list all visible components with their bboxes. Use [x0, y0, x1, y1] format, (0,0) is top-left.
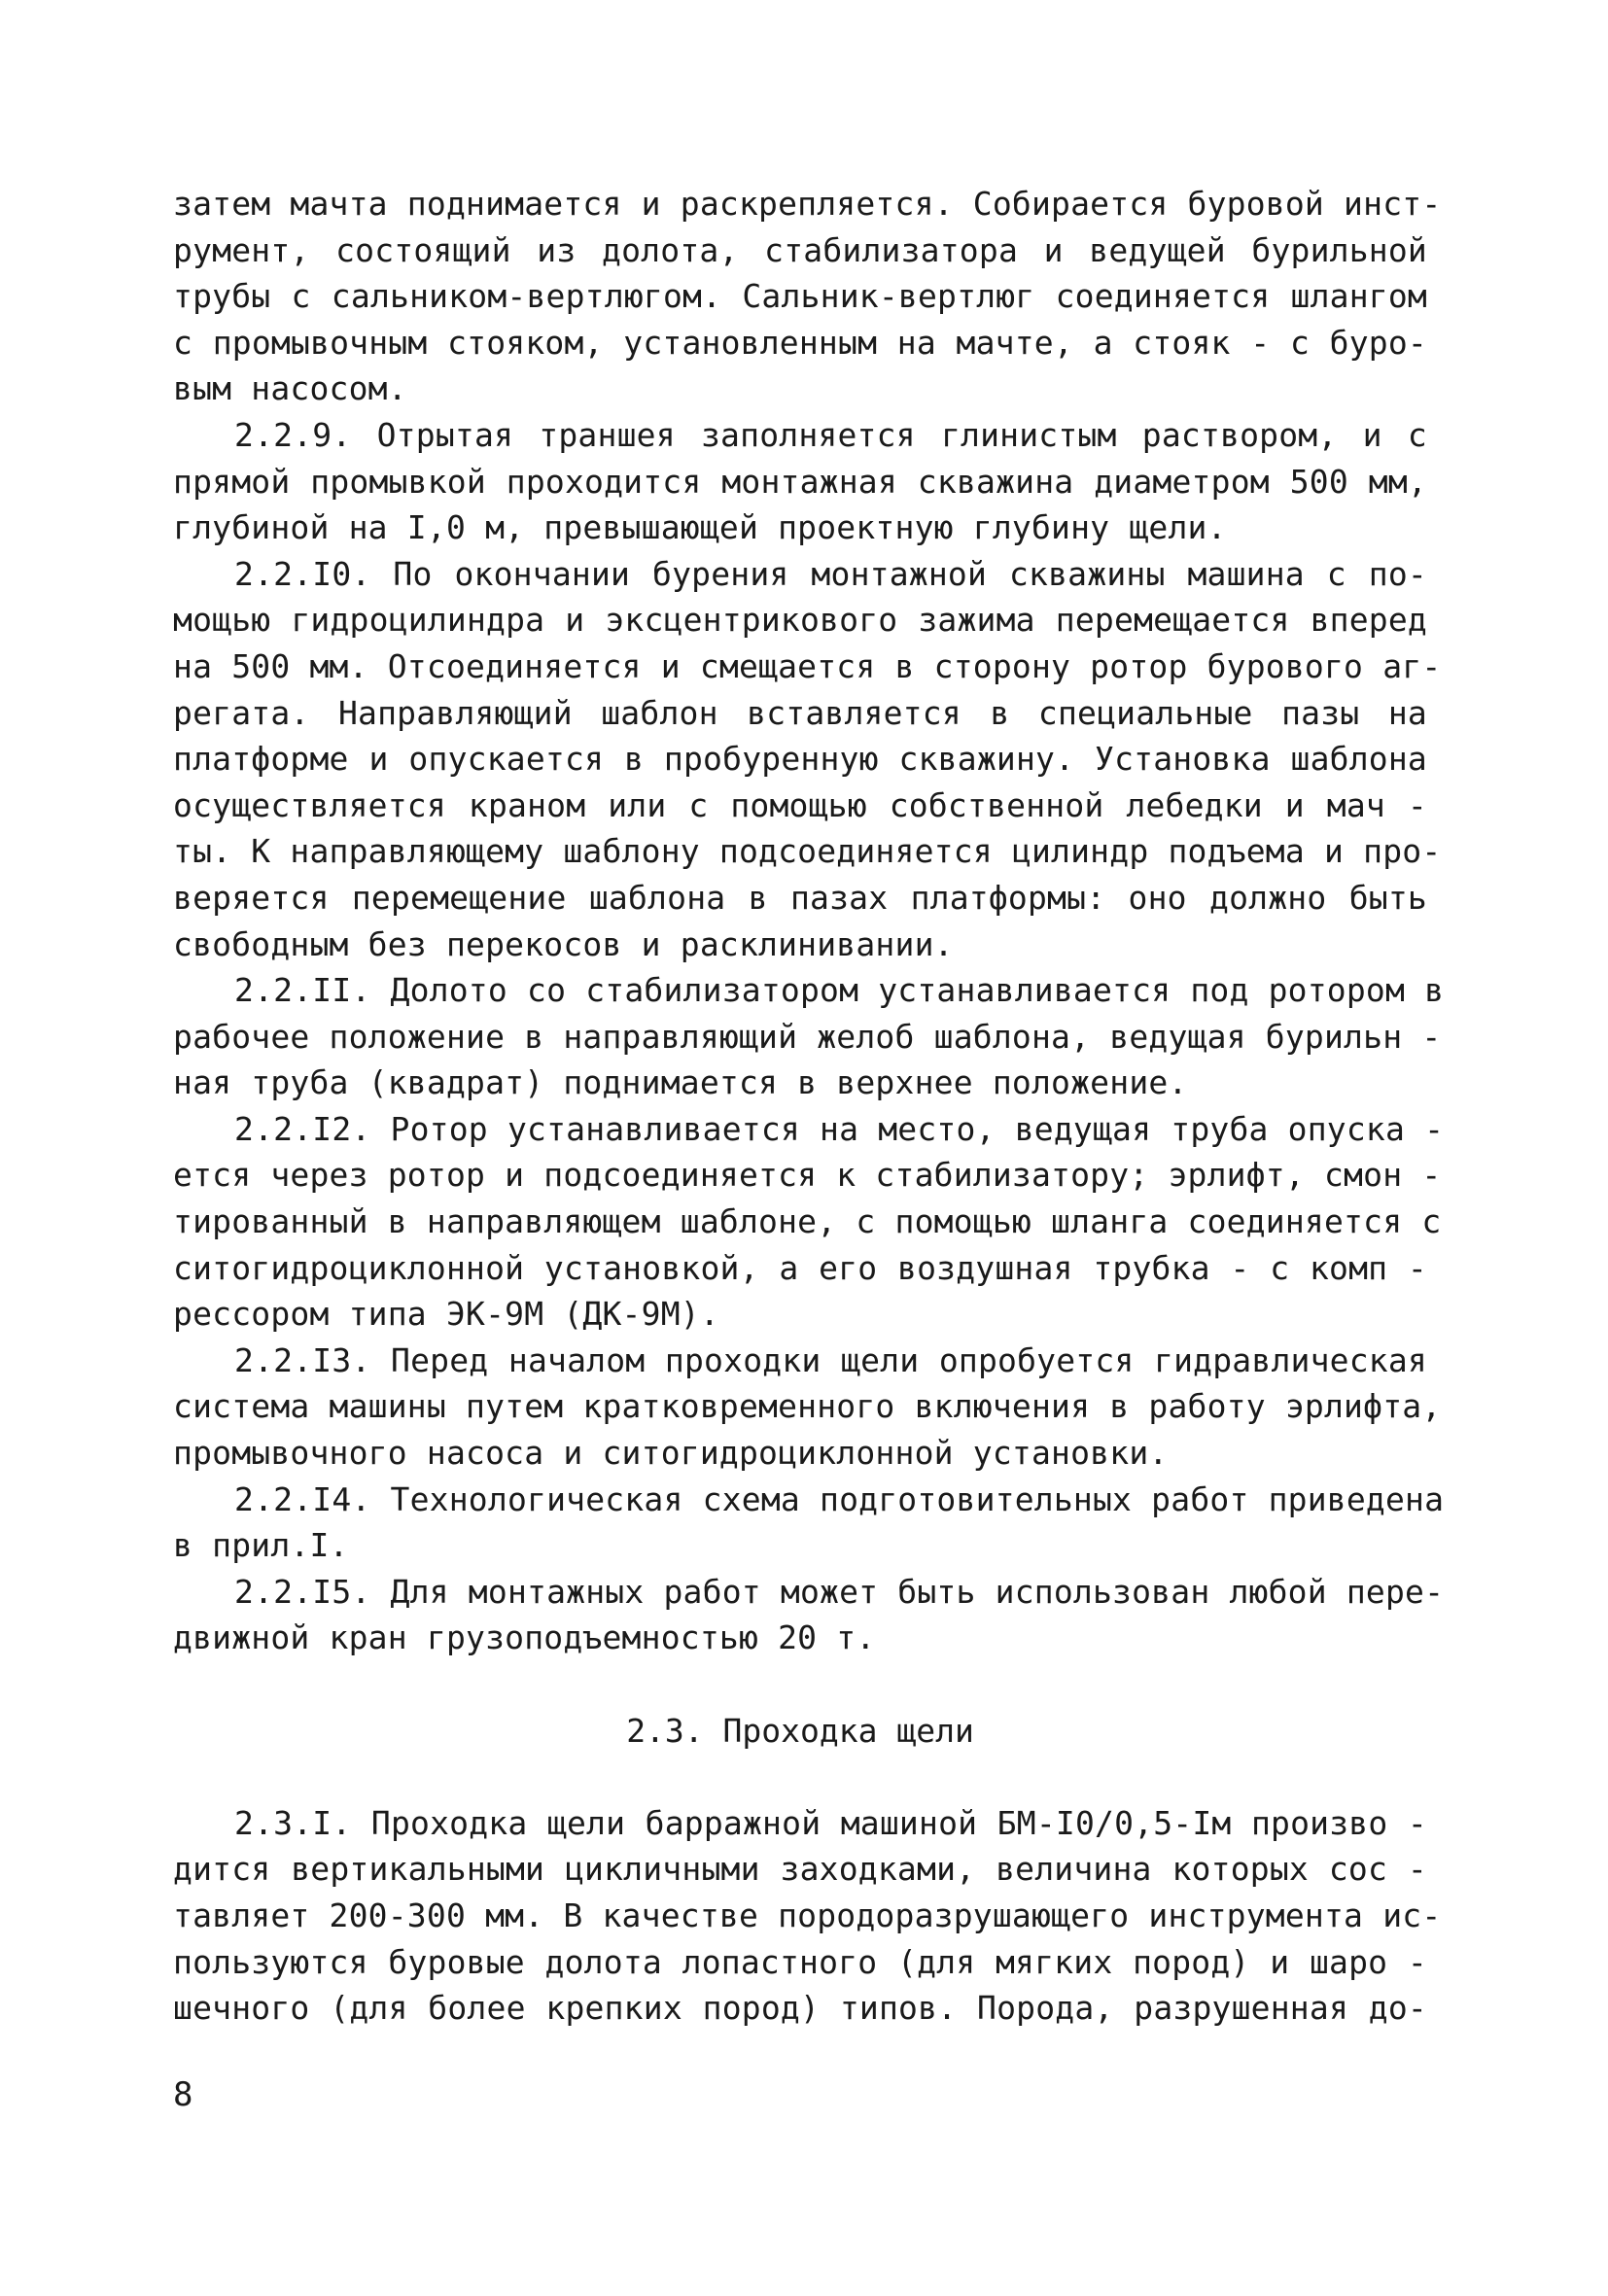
text-line: дится вертикальными цикличными заходками, величина которых сос - — [173, 1850, 1427, 1889]
text-line: осуществляется краном или с помощью собственной лебедки и мач - — [173, 785, 1427, 824]
text-line: трубы с сальником-вертлюгом. Сальник-вертлюг соединяется шлангом — [173, 277, 1427, 316]
paragraph-2-2-12: 2.2.I2. Ротор устанавливается на место, ведущая труба опуска - — [234, 1109, 1445, 1148]
section-heading: 2.3. Проходка щели — [626, 1711, 974, 1750]
text-line: ется через ротор и подсоединяется к стабилизатору; эрлифт, смон - — [173, 1156, 1442, 1195]
text-line: веряется перемещение шаблона в пазах платформы: оно должно быть — [173, 878, 1427, 917]
paragraph-2-2-9: 2.2.9. Отрытая траншея заполняется глинистым раствором, и с — [234, 415, 1427, 454]
paragraph-2-2-11: 2.2.II. Долото со стабилизатором устанавливается под ротором в — [234, 971, 1445, 1010]
text-line: румент, состоящий из долота, стабилизатора и ведущей бурильной — [173, 230, 1427, 269]
text-line: шечного (для более крепких пород) типов. Порода, разрушенная до- — [173, 1989, 1427, 2028]
paragraph-2-2-14: 2.2.I4. Технологическая схема подготовительных работ приведена — [234, 1479, 1445, 1518]
text-line: рабочее положение в направляющий желоб шаблона, ведущая бурильн - — [173, 1017, 1442, 1056]
text-line: ты. К направляющему шаблону подсоединяется цилиндр подъема и про- — [173, 832, 1442, 871]
text-line: пользуются буровые долота лопастного (для мягких пород) и шаро - — [173, 1942, 1427, 1981]
text-line: в прил.I. — [173, 1526, 349, 1565]
text-line: прямой промывкой проходится монтажная скважина диаметром 500 мм, — [173, 462, 1427, 501]
text-line: глубиной на I,0 м, превышающей проектную глубину щели. — [173, 508, 1227, 547]
paragraph-2-2-10: 2.2.I0. По окончании бурения монтажной скважины машина с по- — [234, 554, 1427, 593]
text-line: тавляет 200-300 мм. В качестве породоразрушающего инструмента ис- — [173, 1896, 1442, 1934]
text-line: регата. Направляющий шаблон вставляется в специальные пазы на — [173, 693, 1427, 732]
text-line: платформе и опускается в пробуренную скважину. Установка шаблона — [173, 740, 1427, 779]
paragraph-2-3-1: 2.3.I. Проходка щели барражной машиной БМ-I0/0,5-Iм произво - — [234, 1803, 1427, 1842]
text-line: движной кран грузоподъемностью 20 т. — [173, 1618, 876, 1657]
spacer — [173, 1661, 1427, 1708]
text-line: рессором типа ЭК-9М (ДК-9М). — [173, 1295, 719, 1334]
page-number: 8 — [173, 2075, 193, 2114]
text-line: свободным без перекосов и расклинивании. — [173, 924, 954, 963]
paragraph-2-2-13: 2.2.I3. Перед началом проходки щели опробуется гидравлическая — [234, 1340, 1427, 1379]
text-line: затем мачта поднимается и раскрепляется. Собирается буровой инст- — [173, 185, 1442, 223]
text-line: вым насосом. — [173, 369, 407, 408]
text-line: с промывочным стояком, установленным на мачте, а стояк - с буро- — [173, 323, 1427, 362]
spacer — [173, 1754, 1427, 1800]
text-line: ная труба (квадрат) поднимается в верхнее положение. — [173, 1063, 1188, 1102]
text-line: мощью гидроцилиндра и эксцентрикового зажима перемещается вперед — [173, 601, 1427, 640]
text-line: ситогидроциклонной установкой, а его воздушная трубка - с комп - — [173, 1248, 1427, 1287]
paragraph-2-2-15: 2.2.I5. Для монтажных работ может быть использован любой пере- — [234, 1572, 1445, 1611]
text-line: тированный в направляющем шаблоне, с помощью шланга соединяется с — [173, 1202, 1442, 1241]
text-line: система машины путем кратковременного включения в работу эрлифта, — [173, 1387, 1442, 1426]
text-line: на 500 мм. Отсоединяется и смещается в сторону ротор бурового аг- — [173, 646, 1442, 685]
text-line: промывочного насоса и ситогидроциклонной установки. — [173, 1434, 1169, 1473]
body-text — [173, 181, 1445, 2032]
